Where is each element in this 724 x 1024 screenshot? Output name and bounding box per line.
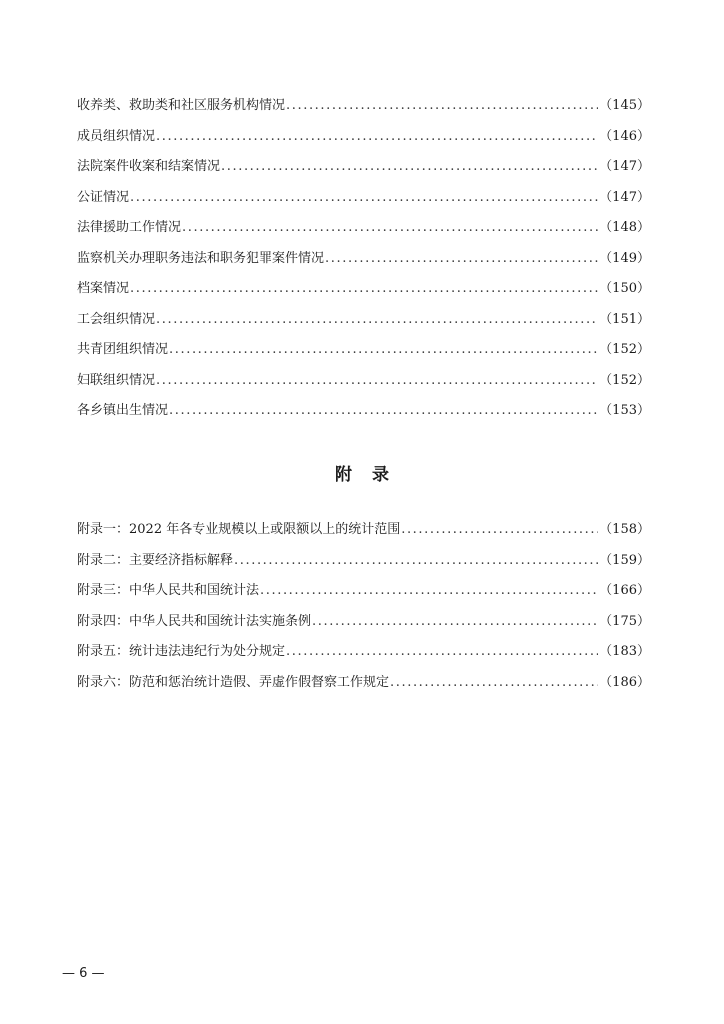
toc-leader [169, 340, 598, 360]
toc-leader [401, 520, 598, 540]
toc-entry [77, 279, 650, 310]
toc-entry-page: （152） [599, 372, 650, 388]
toc-entry-page: （149） [599, 250, 650, 266]
appendix-entry-title: 附录五：统计违法违纪行为处分规定 [77, 644, 286, 659]
toc-entry-title: 妇联组织情况 [77, 372, 156, 388]
toc-entry [77, 340, 650, 371]
toc-entry-title: 档案情况 [77, 281, 130, 296]
toc-leader [156, 371, 598, 391]
appendix-heading: 附录 [335, 465, 409, 485]
appendix-entry [77, 642, 650, 673]
toc-entry-title: 工会组织情况 [77, 311, 156, 327]
toc-entry-page: （148） [599, 220, 650, 235]
toc-leader [156, 310, 598, 330]
toc-entry-title: 共青团组织情况 [77, 342, 169, 357]
toc-leader [234, 551, 598, 571]
toc-entry-page: （147） [599, 159, 650, 174]
toc-entry-page: （150） [599, 281, 650, 296]
appendix-entry [77, 612, 650, 643]
appendix-entry [77, 520, 650, 551]
appendix-entry-page: （175） [599, 613, 650, 629]
toc-entry-title: 成员组织情况 [77, 128, 156, 144]
toc-entry-title: 公证情况 [77, 189, 130, 205]
toc-entry [77, 401, 650, 432]
toc-entry [77, 218, 650, 249]
toc-entry-title: 收养类、救助类和社区服务机构情况 [77, 98, 286, 113]
toc-leader [169, 401, 598, 421]
toc-entry-title: 监察机关办理职务违法和职务犯罪案件情况 [77, 250, 325, 266]
toc-leader [130, 279, 598, 299]
appendix-entry-title: 附录一：2022 年各专业规模以上或限额以上的统计范围 [77, 522, 401, 537]
toc-entry-title: 各乡镇出生情况 [77, 403, 169, 418]
toc-entry-page: （153） [599, 403, 650, 418]
toc-leader [260, 581, 598, 601]
appendix-entry-page: （166） [599, 583, 650, 598]
toc-entry [77, 96, 650, 127]
appendix-entry-title: 附录四：中华人民共和国统计法实施条例 [77, 613, 312, 629]
appendix-entry-page: （158） [599, 522, 650, 537]
toc-leader [312, 612, 598, 632]
toc-main-list [77, 96, 650, 432]
toc-entry [77, 127, 650, 158]
toc-appendix-list [77, 520, 650, 703]
appendix-entry [77, 673, 650, 704]
toc-entry [77, 157, 650, 188]
appendix-entry-page: （183） [599, 644, 650, 659]
appendix-entry-title: 附录二：主要经济指标解释 [77, 552, 234, 568]
toc-leader [286, 642, 598, 662]
toc-leader [182, 218, 598, 238]
appendix-entry-page: （159） [599, 552, 650, 568]
toc-entry-page: （147） [599, 189, 650, 205]
appendix-entry-title: 附录三：中华人民共和国统计法 [77, 583, 260, 598]
toc-entry-page: （146） [599, 128, 650, 144]
toc-leader [286, 96, 598, 116]
appendix-entry-title: 附录六：防范和惩治统计造假、弄虚作假督察工作规定 [77, 674, 390, 690]
toc-entry-page: （152） [599, 342, 650, 357]
toc-leader [156, 127, 598, 147]
toc-entry [77, 310, 650, 341]
toc-leader [325, 249, 598, 269]
toc-entry-page: （145） [599, 98, 650, 113]
appendix-entry-page: （186） [599, 674, 650, 690]
toc-leader [221, 157, 598, 177]
toc-entry-title: 法院案件收案和结案情况 [77, 159, 221, 174]
appendix-entry [77, 551, 650, 582]
toc-leader [130, 188, 598, 208]
toc-entry [77, 371, 650, 402]
toc-entry [77, 188, 650, 219]
toc-entry-title: 法律援助工作情况 [77, 220, 182, 235]
page-number: — 6 — [62, 966, 105, 981]
appendix-entry [77, 581, 650, 612]
toc-entry [77, 249, 650, 280]
toc-entry-page: （151） [599, 311, 650, 327]
toc-leader [390, 673, 598, 693]
